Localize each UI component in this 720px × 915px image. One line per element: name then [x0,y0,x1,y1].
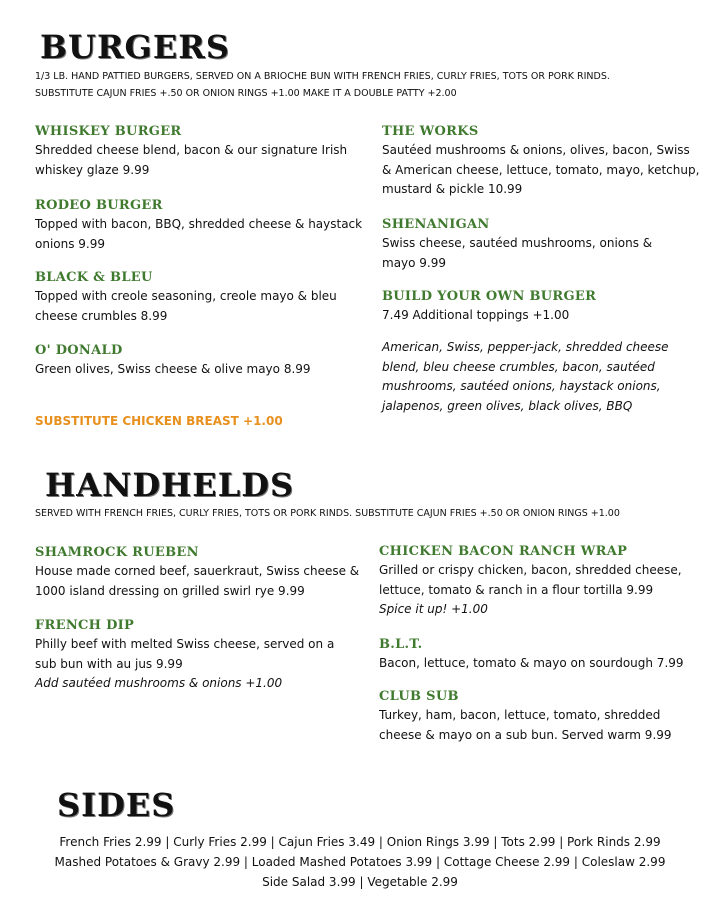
item-name: BLACK & BLEU [35,270,153,285]
item-description: Shredded cheese blend, bacon & our signature Irish whiskey glaze 9.99 [35,143,348,177]
item-name: WHISKEY BURGER [35,124,182,139]
item-description: Turkey, ham, bacon, lettuce, tomato, shredded cheese & mayo on a sub bun. Served warm 9.99 [379,708,672,742]
item-name: CLUB SUB [379,689,459,704]
item-description: Topped with creole seasoning, creole mayo & bleu cheese crumbles 8.99 [35,289,337,323]
item-name: B.L.T. [379,637,423,652]
sides-line-2: Mashed Potatoes & Gravy 2.99 | Loaded Mashed Potatoes 3.99 | Cottage Cheese 2.99 | Coleslaw 2.99 [54,855,666,869]
sides-line-3: Side Salad 3.99 | Vegetable 2.99 [262,875,458,889]
menu-item-chicken-bacon-ranch-wrap [379,544,709,620]
item-description: Sautéed mushrooms & onions, olives, bacon, Swiss & American cheese, lettuce, tomato, mayo, ketchup, mustard & pickle 10.99 [382,143,700,196]
item-name: BUILD YOUR OWN BURGER [382,289,597,304]
menu-item-black-and-bleu [35,270,365,326]
sides-line-1: French Fries 2.99 | Curly Fries 2.99 | Cajun Fries 3.49 | Onion Rings 3.99 | Tots 2.99 | Pork Rinds 2.99 [59,835,661,849]
item-name: SHAMROCK RUEBEN [35,545,199,560]
item-description: Grilled or crispy chicken, bacon, shredded cheese, lettuce, tomato & ranch in a flour tortilla 9.99 [379,563,682,597]
item-name: THE WORKS [382,124,479,139]
menu-item-club-sub [379,689,699,745]
burgers-title: BURGERS [40,28,230,66]
menu-item-o-donald [35,343,365,380]
item-description: Bacon, lettuce, tomato & mayo on sourdough 7.99 [379,656,684,670]
menu-item-build-your-own [382,289,702,326]
item-name: CHICKEN BACON RANCH WRAP [379,544,628,559]
item-description: Topped with bacon, BBQ, shredded cheese & haystack onions 9.99 [35,217,363,251]
sides-title: SIDES [57,786,176,824]
item-name: FRENCH DIP [35,618,135,633]
burgers-note-line2: SUBSTITUTE CAJUN FRIES +.50 OR ONION RINGS +1.00 MAKE IT A DOUBLE PATTY +2.00 [35,88,457,99]
toppings-list: American, Swiss, pepper-jack, shredded cheese blend, bleu cheese crumbles, bacon, sautéed mushrooms, sautéed onions, haystack onions, jalapenos, green olives, black olives, BBQ [382,340,669,413]
item-description: Swiss cheese, sautéed mushrooms, onions & mayo 9.99 [382,236,653,270]
menu-item-french-dip [35,618,355,694]
handhelds-title: HANDHELDS [45,466,295,504]
menu-item-shamrock-rueben [35,545,365,601]
item-name: SHENANIGAN [382,217,490,232]
item-description: House made corned beef, sauerkraut, Swiss cheese & 1000 island dressing on grilled swirl rye 9.99 [35,564,360,598]
menu-item-the-works [382,124,702,200]
menu-item-whiskey-burger [35,124,365,180]
item-add-on: Spice it up! +1.00 [379,602,488,616]
item-description: Philly beef with melted Swiss cheese, served on a sub bun with au jus 9.99 [35,637,335,671]
menu-item-rodeo-burger [35,198,365,254]
item-name: O' DONALD [35,343,123,358]
item-name: RODEO BURGER [35,198,163,213]
menu-item-blt [379,637,709,674]
item-description: 7.49 Additional toppings +1.00 [382,308,570,322]
substitute-chicken-note: SUBSTITUTE CHICKEN BREAST +1.00 [35,414,283,428]
handhelds-note: SERVED WITH FRENCH FRIES, CURLY FRIES, TOTS OR PORK RINDS. SUBSTITUTE CAJUN FRIES +.50 OR ONION RINGS +1.00 [35,508,620,519]
item-description: Green olives, Swiss cheese & olive mayo 8.99 [35,362,311,376]
item-add-on: Add sautéed mushrooms & onions +1.00 [35,676,283,690]
menu-item-shenanigan [382,217,682,273]
burgers-note-line1: 1/3 LB. HAND PATTIED BURGERS, SERVED ON A BRIOCHE BUN WITH FRENCH FRIES, CURLY FRIES, TOTS OR PORK RINDS. [35,71,610,82]
